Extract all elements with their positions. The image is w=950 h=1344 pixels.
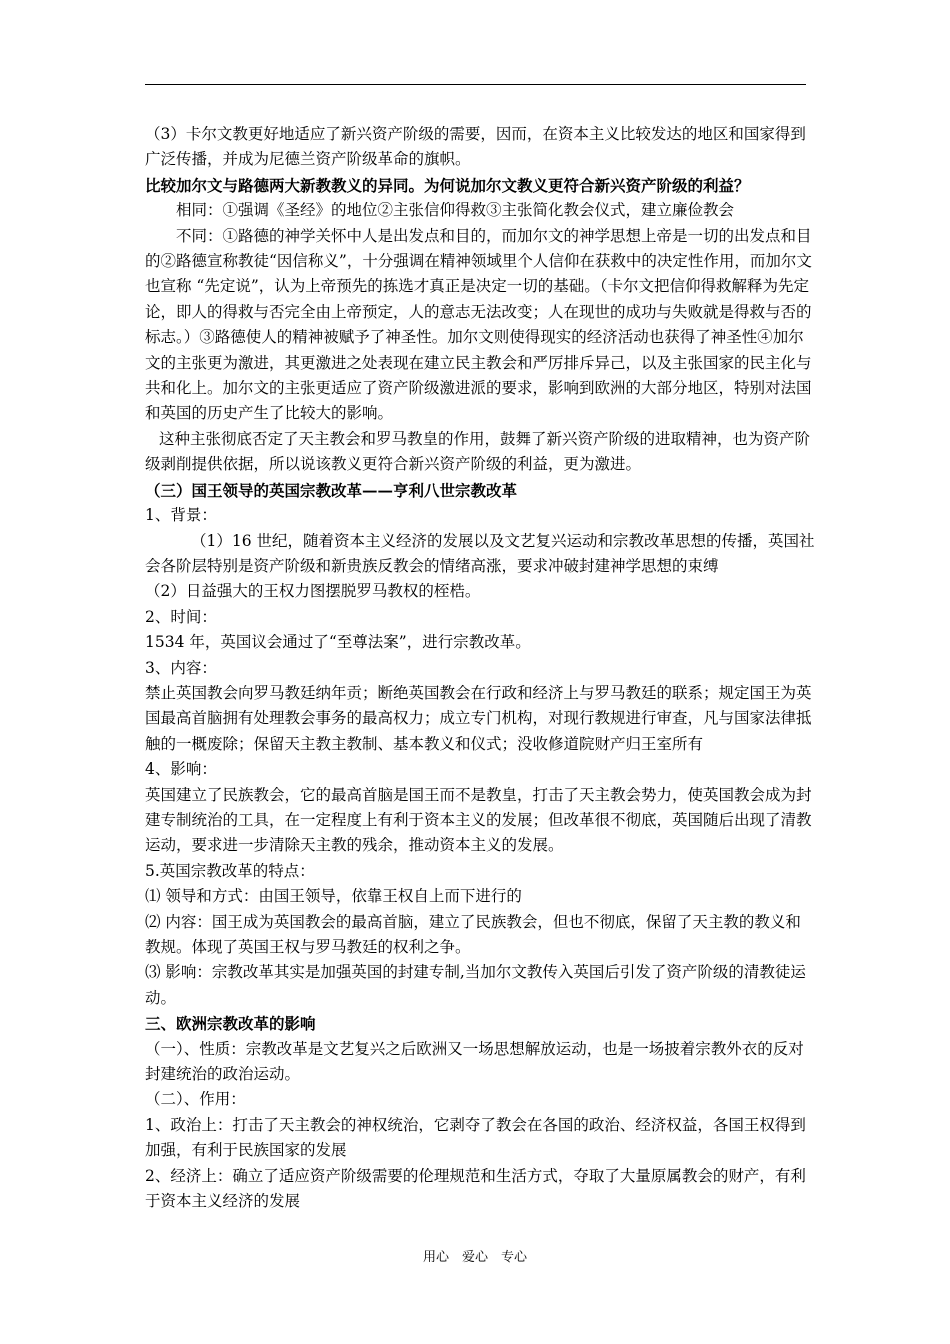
paragraph-nature: （一）、性质：宗教改革是文艺复兴之后欧洲又一场思想解放运动，也是一场披着宗教外衣的反对封建统治的政治运动。 [145, 1039, 804, 1084]
section-heading-english-reformation: （三）国王领导的英国宗教改革——亨利八世宗教改革 [145, 480, 518, 500]
subheading-effects: （二）、作用： [145, 1090, 246, 1109]
subheading-features: 5.英国宗教改革的特点： [145, 861, 315, 880]
subheading-background: 1、背景： [145, 506, 217, 525]
paragraph-calvin-spread: （3）卡尔文教更好地适应了新兴资产阶级的需要，因而，在资本主义比较发达的地区和国家得到广泛传播，并成为尼德兰资产阶级革命的旗帜。 [145, 125, 806, 169]
paragraph-impact: 英国建立了民族教会，它的最高首脑是国王而不是教皇，打击了天主教会势力，使英国教会成为封建专制统治的工具，在一定程度上有利于资本主义的发展；但改革很不彻底，英国随后出现了清教运动，要求进一步清除天主教的残余，推动资本主义的发展。 [145, 785, 812, 855]
document-body [145, 122, 815, 1214]
feature-item-2: ⑵ 内容：国王成为英国教会的最高首脑，建立了民族教会，但也不彻底，保留了天主教的教义和教规。体现了英国王权与罗马教廷的权利之争。 [145, 912, 801, 956]
header-rule [145, 84, 806, 85]
paragraph-content: 禁止英国教会向罗马教廷纳年贡；断绝英国教会在行政和经济上与罗马教廷的联系；规定国王为英国最高首脑拥有处理教会事务的最高权力；成立专门机构，对现行教规进行审查，凡与国家法律抵触的一概废除；保留天主教主教制、基本教义和仪式；没收修道院财产归王室所有 [145, 683, 812, 753]
page-footer: 用心 爱心 专心 [422, 1250, 527, 1265]
paragraph-similarities: 相同：①强调《圣经》的地位②主张信仰得救③主张简化教会仪式，建立廉俭教会 [176, 201, 735, 220]
subheading-content: 3、内容： [145, 658, 217, 677]
subheading-time: 2、时间： [145, 607, 217, 626]
paragraph-background-1: （1）16 世纪，随着资本主义经济的发展以及文艺复兴运动和宗教改革思想的传播，英国社会各阶层特别是资产阶级和新贵族反教会的情绪高涨，要求冲破封建神学思想的束缚 [145, 531, 815, 575]
subheading-impact: 4、影响： [145, 760, 217, 779]
section-heading-impact: 三、欧洲宗教改革的影响 [145, 1014, 316, 1034]
paragraph-conclusion: 这种主张彻底否定了天主教会和罗马教皇的作用，鼓舞了新兴资产阶级的进取精神，也为资产阶级剥削提供依据，所以说该教义更符合新兴资产阶级的利益，更为激进。 [145, 429, 811, 474]
question-heading: 比较加尔文与路德两大新教教义的异同。为何说加尔文教义更符合新兴资产阶级的利益？ [145, 175, 750, 195]
paragraph-differences: 不同：①路德的神学关怀中人是出发点和目的，而加尔文的神学思想上帝是一切的出发点和目的②路德宣称教徒“因信称义”，十分强调在精神领域里个人信仰在获救中的决定性作用，而加尔文也宣称 “先定说”，认为上帝预先的拣选才真正是决定一切的基础。（卡尔文把信仰得救解释为先定论，即人的得救与否完全由上帝预定，人的意志无法改变；人在现世的成功与失败就是得救与否的标志。）③路德使人的精神被赋予了神圣性。加尔文则使得现实的经济活动也获得了神圣性④加尔文的主张更为激进，其更激进之处表现在建立民主教会和严厉排斥异己，以及主张国家的民主化与共和化上。加尔文的主张更适应了资产阶级激进派的要求，影响到欧洲的大部分地区，特别对法国和英国的历史产生了比较大的影响。 [145, 226, 812, 423]
paragraph-time: 1534 年，英国议会通过了“至尊法案”，进行宗教改革。 [145, 633, 531, 652]
feature-item-3: ⑶ 影响：宗教改革其实是加强英国的封建专制,当加尔文教传入英国后引发了资产阶级的清教徒运动。 [145, 963, 806, 1007]
paragraph-background-2: （2）日益强大的王权力图摆脱罗马教权的桎梏。 [145, 582, 481, 601]
effect-item-politics: 1、政治上：打击了天主教会的神权统治，它剥夺了教会在各国的政治、经济权益，各国王权得到加强，有利于民族国家的发展 [145, 1115, 806, 1160]
effect-item-economy: 2、经济上：确立了适应资产阶级需要的伦理规范和生活方式，夺取了大量原属教会的财产，有利于资本主义经济的发展 [145, 1166, 806, 1211]
feature-item-1: ⑴ 领导和方式：由国王领导，依靠王权自上而下进行的 [145, 887, 522, 906]
